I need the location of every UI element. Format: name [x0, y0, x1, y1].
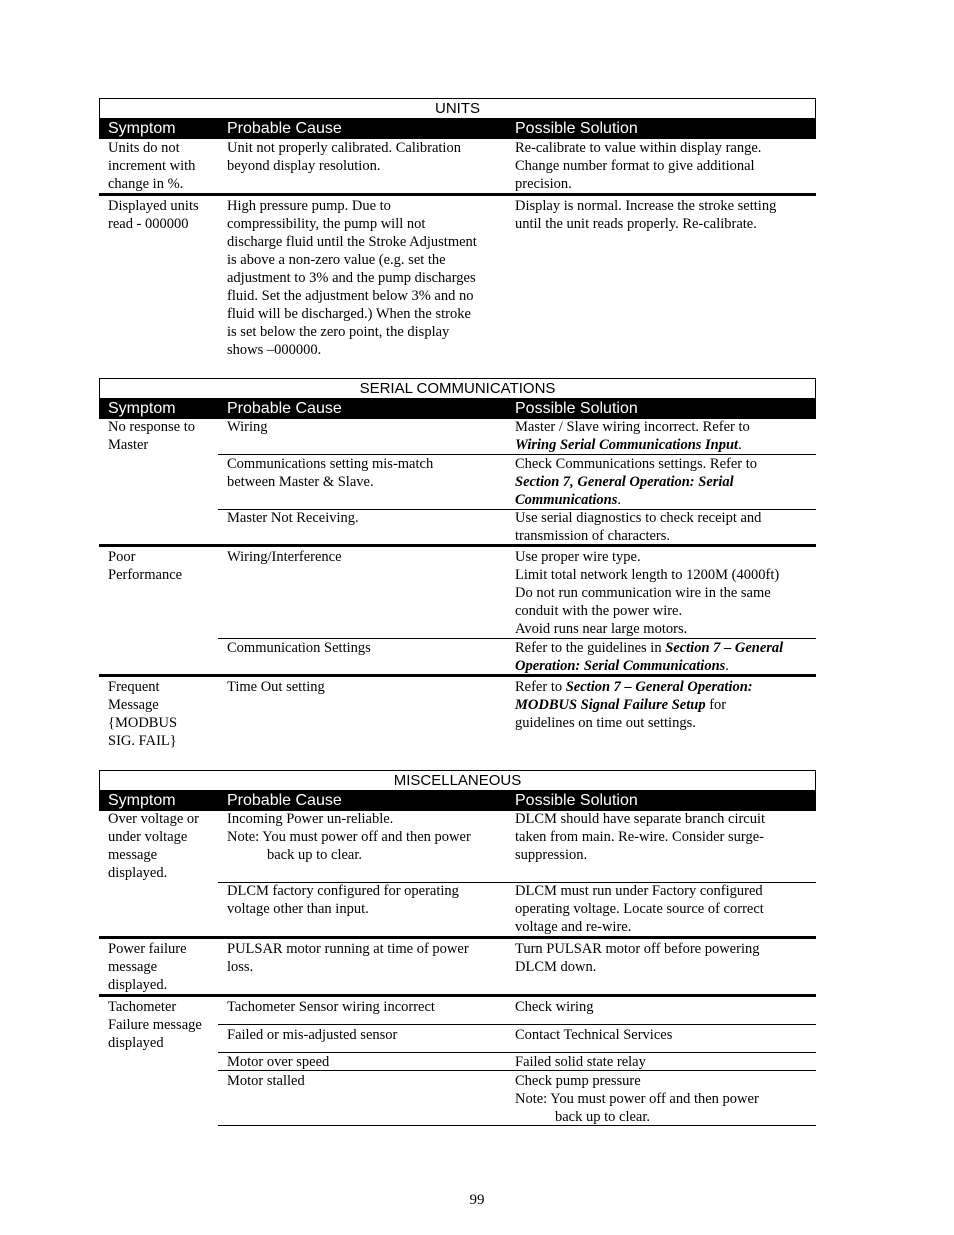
- solution-cell: Check pump pressure Note: You must power off and then power back up to clear.: [515, 1073, 759, 1125]
- solution-cell: Contact Technical Services: [515, 1027, 673, 1043]
- solution-cell: Refer to Section 7 – General Operation: MODBUS Signal Failure Setup for guidelines on time out settings.: [515, 679, 753, 731]
- cause-cell: Motor stalled: [227, 1073, 305, 1089]
- solution-cell: Master / Slave wiring incorrect. Refer to Wiring Serial Communications Input.: [515, 419, 750, 453]
- solution-header: Possible Solution: [515, 400, 638, 417]
- row-divider: [99, 994, 816, 997]
- symptom-cell: Power failure message displayed.: [108, 941, 187, 993]
- cause-cell: PULSAR motor running at time of power loss.: [227, 941, 469, 975]
- row-divider: [99, 544, 816, 547]
- cause-cell: Failed or mis-adjusted sensor: [227, 1027, 398, 1043]
- misc-title: MISCELLANEOUS: [99, 770, 816, 791]
- row-divider: [99, 674, 816, 677]
- misc-header: [99, 791, 816, 811]
- symptom-cell: Over voltage or under voltage message displayed.: [108, 811, 199, 881]
- row-divider: [218, 1070, 816, 1071]
- cause-cell: Wiring/Interference: [227, 549, 342, 565]
- symptom-cell: Units do not increment with change in %.: [108, 140, 196, 192]
- symptom-cell: Tachometer Failure message displayed: [108, 999, 202, 1051]
- cause-header: Probable Cause: [227, 400, 342, 417]
- cause-cell: DLCM factory configured for operating voltage other than input.: [227, 883, 459, 917]
- row-divider: [99, 193, 816, 196]
- solution-cell: Use serial diagnostics to check receipt and transmission of characters.: [515, 510, 762, 544]
- serial-title: SERIAL COMMUNICATIONS: [99, 378, 816, 399]
- cause-cell: Wiring: [227, 419, 268, 435]
- solution-cell: Check wiring: [515, 999, 594, 1015]
- cause-header: Probable Cause: [227, 120, 342, 137]
- cause-cell: Tachometer Sensor wiring incorrect: [227, 999, 435, 1015]
- misc-table: [99, 770, 816, 1125]
- page-number: 99: [469, 1192, 485, 1208]
- solution-cell: Use proper wire type. Limit total network length to 1200M (4000ft) Do not run communication wire in the same conduit with the power wire. Avoid runs near large motors.: [515, 549, 780, 637]
- cause-cell: Incoming Power un-reliable. Note: You must power off and then power back up to clear.: [227, 811, 471, 863]
- serial-table: [99, 378, 816, 749]
- cause-cell: Communication Settings: [227, 640, 371, 656]
- solution-cell: Re-calibrate to value within display range. Change number format to give additional precision.: [515, 140, 762, 192]
- symptom-header: Symptom: [108, 400, 176, 417]
- cause-cell: Master Not Receiving.: [227, 510, 359, 526]
- cause-header: Probable Cause: [227, 792, 342, 809]
- cause-cell: Communications setting mis-match between Master & Slave.: [227, 456, 434, 490]
- units-table: [99, 98, 816, 358]
- cause-cell: Unit not properly calibrated. Calibration beyond display resolution.: [227, 140, 461, 174]
- table-bottom-rule: [218, 1125, 816, 1126]
- cause-cell: High pressure pump. Due to compressibility, the pump will not discharge fluid until the Stroke Adjustment is above a non-zero value (e.g. set the adjustment to 3% and the pump discharges fluid. Set the adjustment below 3% and no fluid will be discharged.) When the stroke is set below the zero point, the display shows –000000.: [227, 198, 477, 358]
- solution-cell: Display is normal. Increase the stroke setting until the unit reads properly. Re-calibrate.: [515, 198, 777, 232]
- units-header: [99, 119, 816, 139]
- solution-cell: Failed solid state relay: [515, 1054, 646, 1070]
- serial-header: [99, 399, 816, 419]
- cause-cell: Motor over speed: [227, 1054, 330, 1070]
- symptom-cell: Frequent Message {MODBUS SIG. FAIL}: [108, 679, 178, 749]
- units-title: UNITS: [99, 98, 816, 119]
- solution-cell: DLCM should have separate branch circuit taken from main. Re-wire. Consider surge- suppression.: [515, 811, 766, 863]
- solution-cell: Check Communications settings. Refer to Section 7, General Operation: Serial Communications.: [515, 456, 758, 508]
- solution-header: Possible Solution: [515, 792, 638, 809]
- solution-cell: Refer to the guidelines in Section 7 – General Operation: Serial Communications.: [515, 640, 784, 674]
- solution-cell: DLCM must run under Factory configured operating voltage. Locate source of correct voltage and re-wire.: [515, 883, 764, 935]
- cause-cell: Time Out setting: [227, 679, 325, 695]
- symptom-cell: Displayed units read - 000000: [108, 198, 199, 232]
- symptom-cell: Poor Performance: [108, 549, 183, 583]
- solution-header: Possible Solution: [515, 120, 638, 137]
- solution-cell: Turn PULSAR motor off before powering DLCM down.: [515, 941, 760, 975]
- row-divider: [218, 1024, 816, 1025]
- symptom-header: Symptom: [108, 120, 176, 137]
- row-divider: [99, 936, 816, 939]
- symptom-header: Symptom: [108, 792, 176, 809]
- symptom-cell: No response to Master: [108, 419, 195, 453]
